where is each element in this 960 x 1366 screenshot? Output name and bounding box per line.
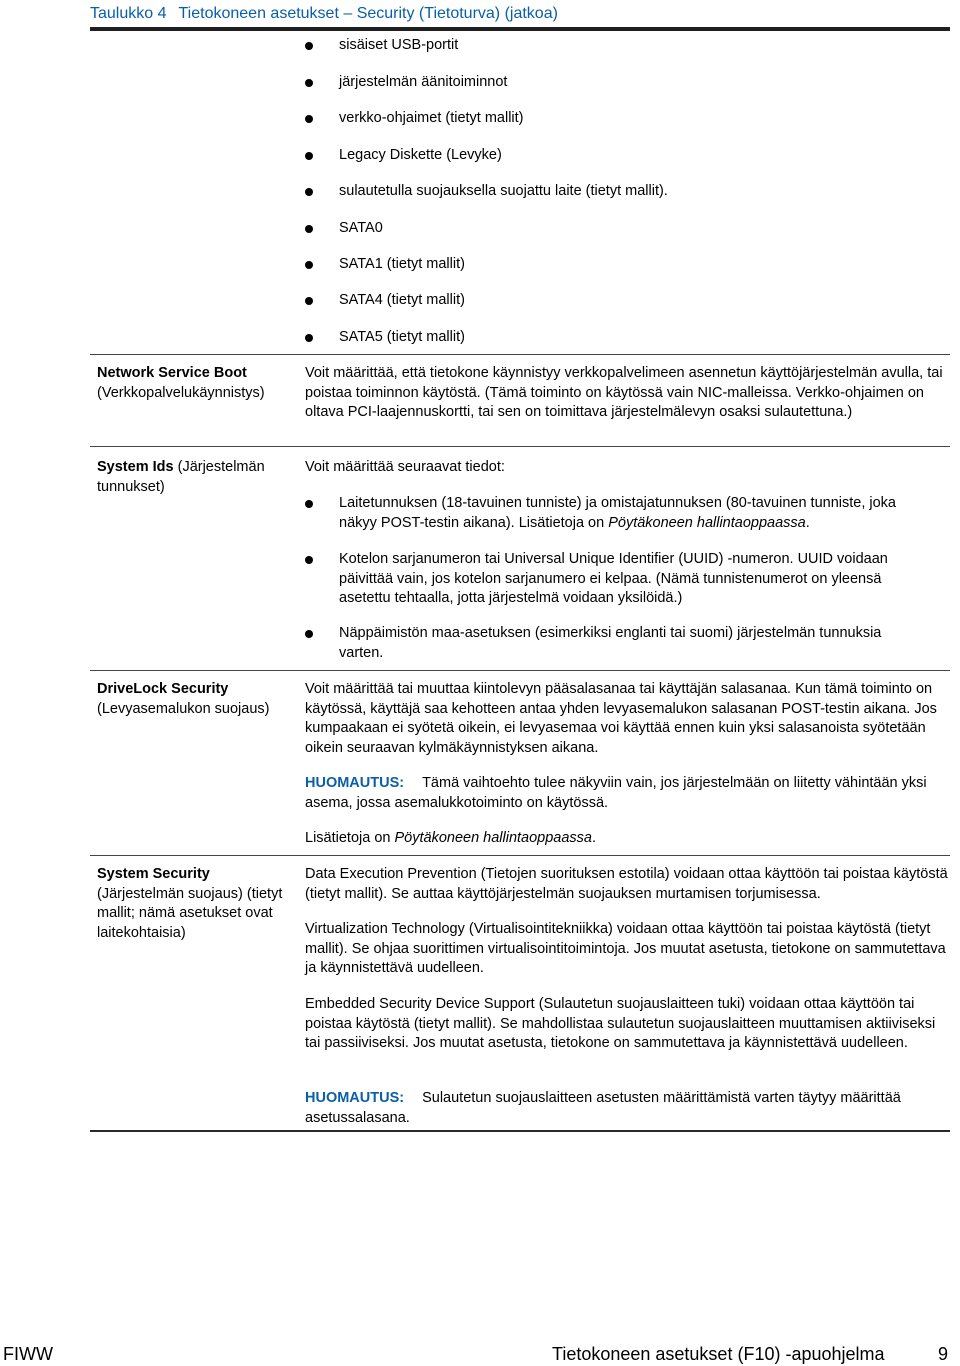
setting-name-system-security: System Security (Järjestelmän suojaus) (tietyt mallit; nämä asetukset ovat laitekohtaisia) (97, 866, 283, 941)
drivelock-more-info: Lisätietoja on Pöytäkoneen hallintaoppaassa. (305, 830, 597, 846)
note-label: HUOMAUTUS: (305, 775, 405, 791)
system-security-note: HUOMAUTUS: Sulautetun suojauslaitteen asetusten määrittämistä varten täytyy määrittää asetussalasana. (305, 1090, 901, 1126)
setting-desc-drivelock: Voit määrittää tai muuttaa kiintolevyn pääsalasanaa tai käyttäjän salasanaa. Kun tämä toiminto on käytössä, käyttäjä saa kehotteen antaa yhden levyasemalukon salasanan POST-testin aikana. Jos kumpaakaan ei syötetä oikein, ei levyasemaa voi käyttää ennen kuin yksi salasanoista syötetään oikein seuraavan kylmäkäynnistyksen aikana. (305, 681, 937, 756)
table-caption (90, 4, 950, 24)
setting-desc-system-ids: Voit määrittää seuraavat tiedot: (305, 459, 505, 475)
table-number: Taulukko 4 (90, 5, 167, 22)
bullet-icon (305, 115, 313, 123)
footer-chapter-title: Tietokoneen asetukset (F10) -apuohjelma (552, 1344, 885, 1364)
setting-name-drivelock: DriveLock Security (Levyasemalukon suojaus) (97, 681, 270, 717)
bullet-icon (305, 334, 313, 342)
bullet-icon (305, 630, 313, 638)
system-security-dep: Data Execution Prevention (Tietojen suorituksen estotila) voidaan ottaa käyttöön tai poistaa käytöstä (tietyt mallit). Se auttaa käyttöjärjestelmän suojauksen murtamisen torjumisessa. (305, 866, 948, 902)
note-label: HUOMAUTUS: (305, 1090, 405, 1106)
setting-name-network-boot: Network Service Boot (Verkkopalvelukäynnistys) (97, 365, 265, 401)
system-security-embedded: Embedded Security Device Support (Sulautetun suojauslaitteen tuki) voidaan ottaa käyttöön tai poistaa käytöstä (tietyt mallit). Se mahdollistaa sulautetun suojauslaitteen muuttamisen aktiiviseksi tai passiiviseksi. Jos muutat asetusta, tietokone on sammutettava ja käynnistettävä uudelleen. (305, 996, 936, 1051)
setting-desc-network-boot: Voit määrittää, että tietokone käynnistyy verkkopalvelimeen asennetun käyttöjärjestelmän avulla, tai poistaa toiminnon käytöstä. (Tämä toiminto on käytössä vain NIC-malleissa. Verkko-ohjaimen on oltava PCI-laajennuskortti, tai sen on toimittava järjestelmälevyn osaksi sulautettuna.) (305, 365, 943, 420)
bullet-icon (305, 500, 313, 508)
row-divider (90, 670, 950, 671)
table-title: Tietokoneen asetukset – Security (Tietoturva) (jatkoa) (178, 5, 558, 22)
table-top-rule (90, 27, 950, 31)
bullet-icon (305, 42, 313, 50)
system-security-virtualization: Virtualization Technology (Virtualisointitekniikka) voidaan ottaa käyttöön tai poistaa käytöstä (tietyt mallit). Se ohjaa suorittimen virtualisointitoimintoja. Jos muutat asetusta, tietokone on sammutettava ja käynnistettävä uudelleen. (305, 921, 946, 976)
page-number: 9 (938, 1344, 949, 1364)
setting-name-system-ids: System Ids (Järjestelmän tunnukset) (97, 459, 265, 495)
bullet-icon (305, 261, 313, 269)
bullet-icon (305, 188, 313, 196)
bullet-icon (305, 556, 313, 564)
bullet-icon (305, 79, 313, 87)
bullet-icon (305, 225, 313, 233)
drivelock-note: HUOMAUTUS: Tämä vaihtoehto tulee näkyviin vain, jos järjestelmään on liitetty vähintään yksi asema, jossa asemalukkotoiminto on käytössä. (305, 775, 927, 811)
bullet-icon (305, 297, 313, 305)
footer-left: FIWW (3, 1344, 53, 1364)
row-divider (90, 855, 950, 856)
table-bottom-rule (90, 1130, 950, 1132)
row-divider (90, 446, 950, 447)
bullet-icon (305, 152, 313, 160)
row-divider (90, 354, 950, 355)
